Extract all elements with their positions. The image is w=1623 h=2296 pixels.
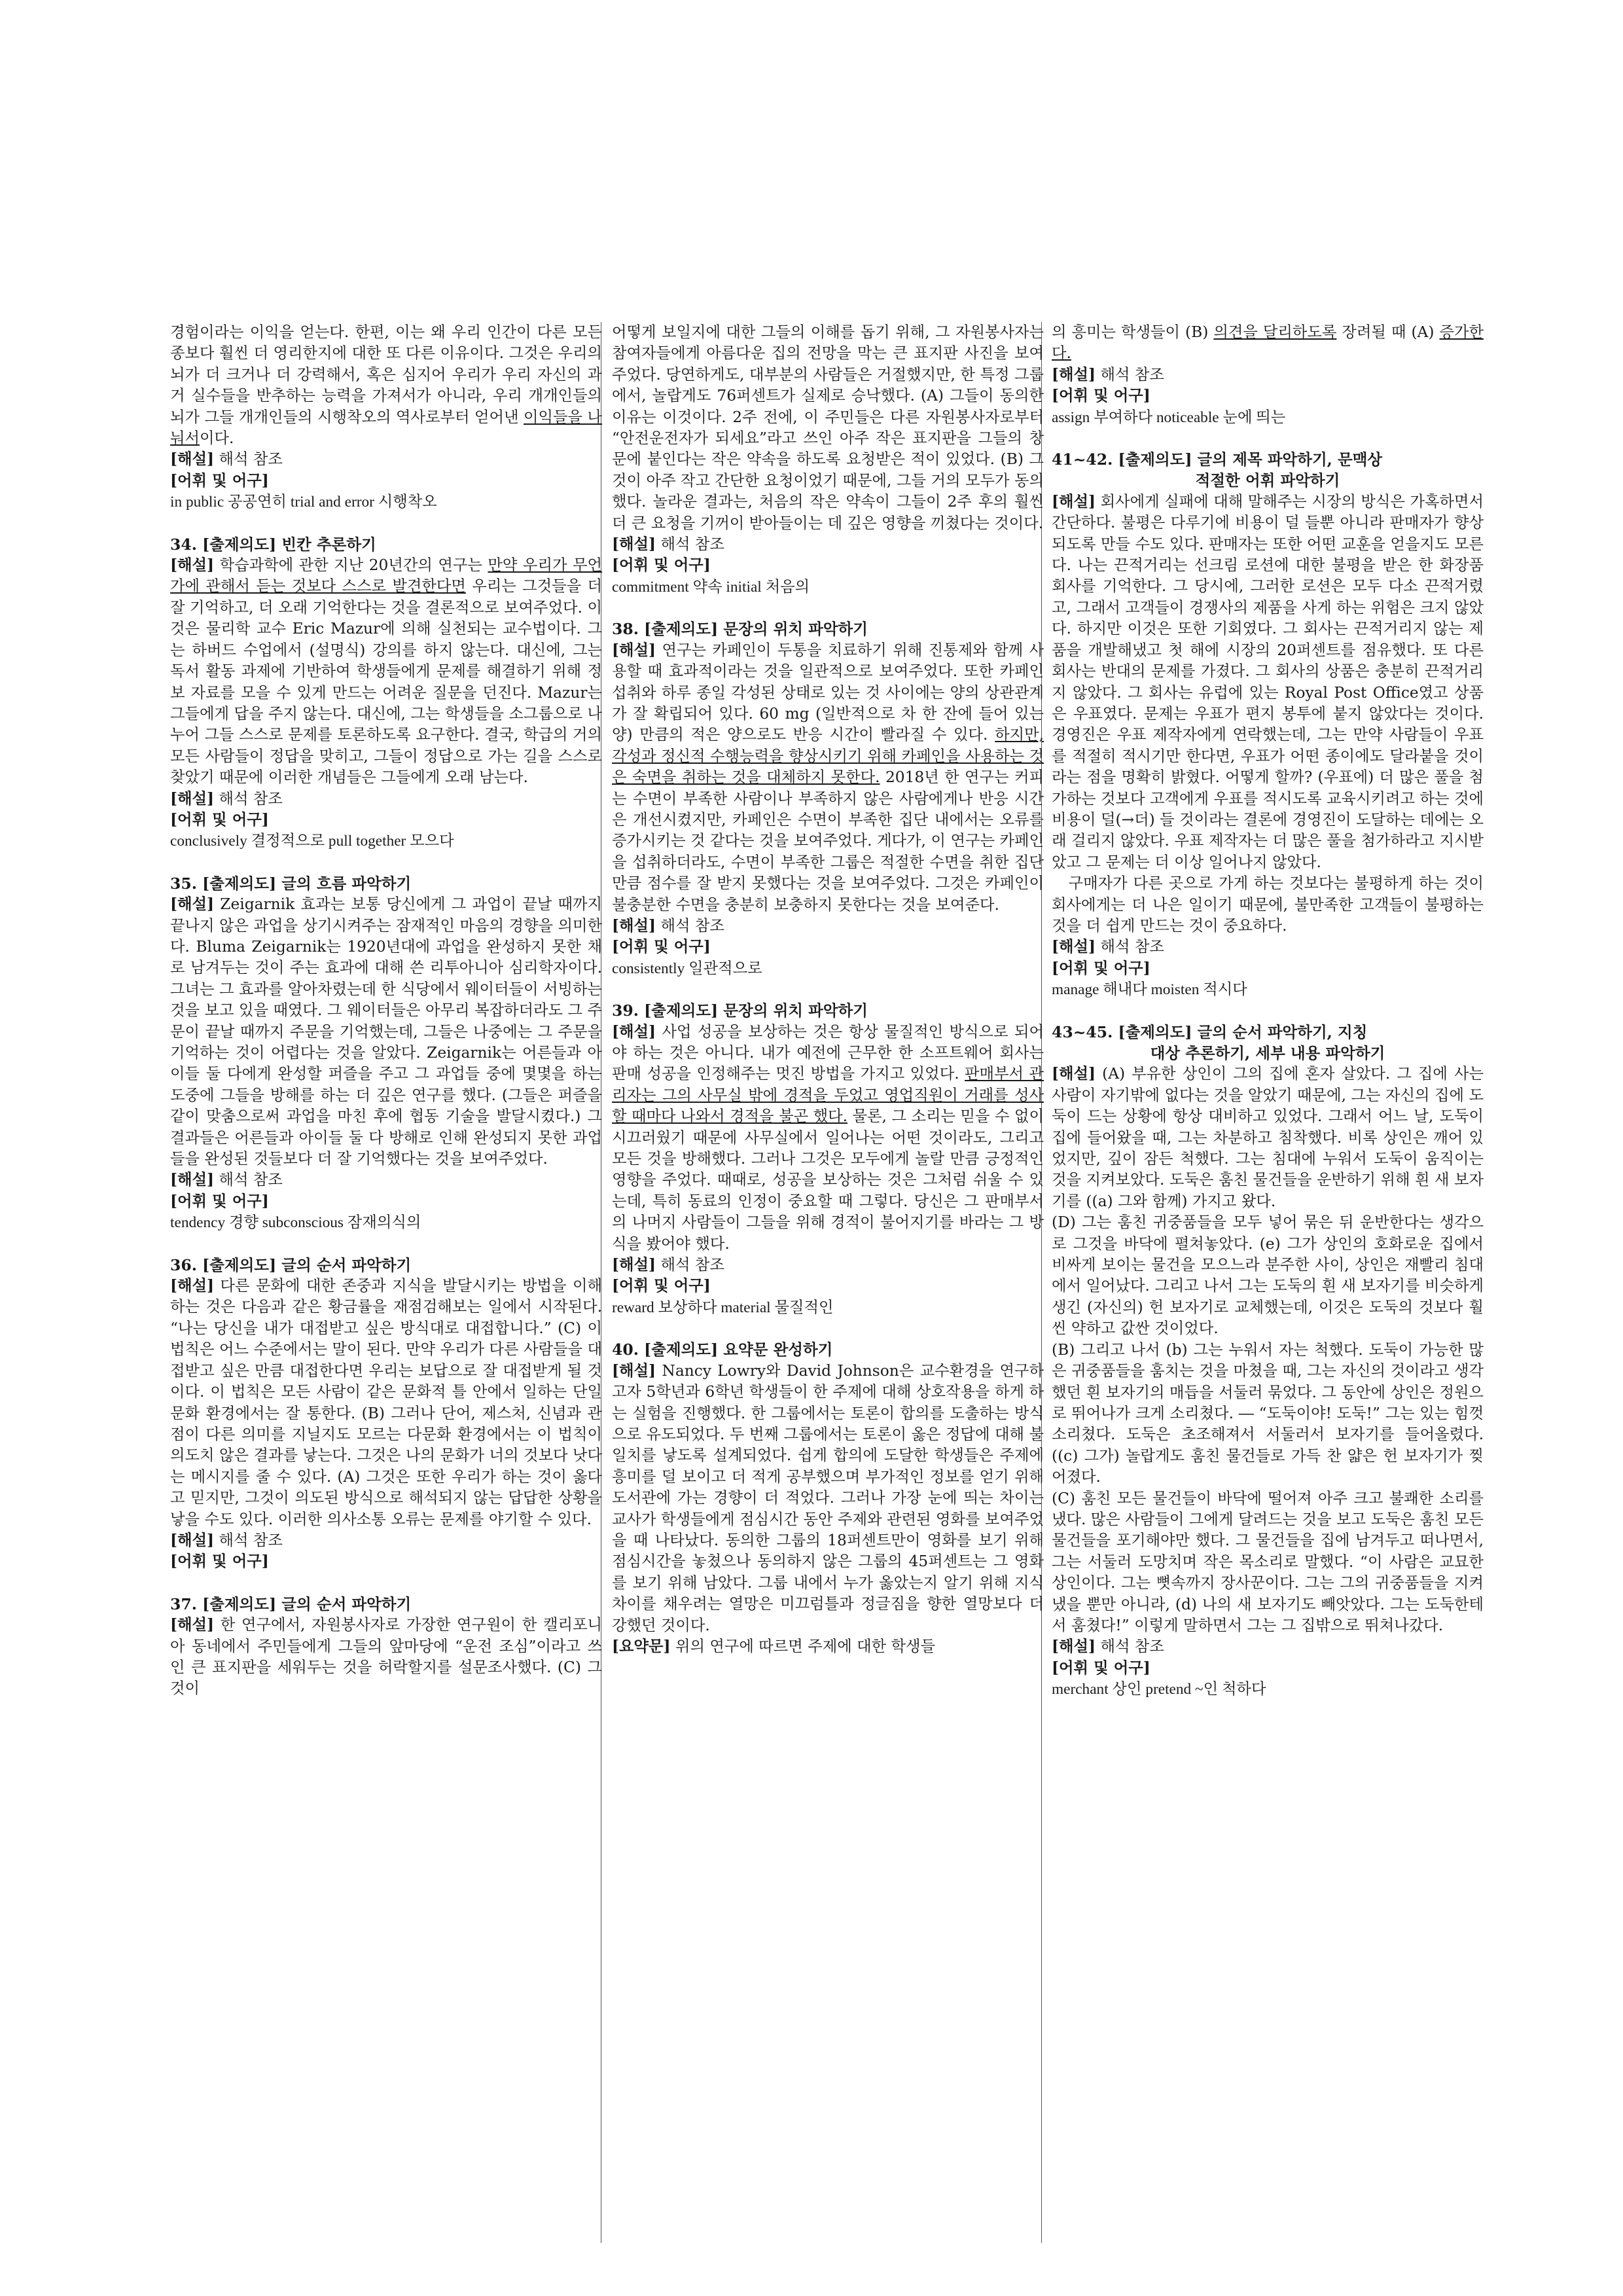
- question-heading: 36. [출제의도] 글의 순서 파악하기: [170, 1255, 412, 1274]
- vocab-label: [어휘 및 어구]: [1052, 959, 1150, 977]
- explain-text: 해석 참조: [1096, 1638, 1164, 1656]
- column-left: [170, 322, 602, 2220]
- vocab-list: in public 공공연히 trial and error 시행착오: [170, 493, 437, 511]
- explain-label: [해설]: [1052, 1065, 1096, 1083]
- summary-label: [요약문]: [612, 1637, 671, 1655]
- summary-text: 위의 연구에 따르면 주제에 대한 학생들: [670, 1637, 936, 1655]
- passage-text: 회사에게 실패에 대해 말해주는 시장의 방식은 가혹하면서 간단하다. 불평은 다루기에 비용이 덜 들뿐 아니라 판매자가 향상되도록 만들 수도 있다. 판매자는 또한 어떤 교훈을 얻을지도 모른다. 나는 끈적거리는 선크림 로션에 대한 불평을 받은 한 화장품 회사를 기억한다. 그 당시에, 그러한 로션은 모두 다소 끈적거렸고, 그래서 고객들이 경쟁사의 제품을 사게 하는 위험은 크지 않았다. 하지만 이것은 또한 기회였다. 그 회사는 끈적거리지 않는 제품을 개발해냈고 첫 해에 시장의 20퍼센트를 점유했다. 또 다른 회사는 반대의 문제를 가졌다. 그 회사의 상품은 충분히 끈적거리지 않았다. 그 회사는 유럽에 있는 Royal Post Office였고 상품은 우표였다. 문제는 우표가 편지 봉투에 붙지 않았다는 것이다. 경영진은 우표 제작자에게 연락했는데, 그는 만약 사람들이 우표를 적절히 적시기만 한다면, 우표가 어떤 종이에도 달라붙을 것이라는 점을 명확히 밝혔다. 어떻게 할까? (우표에) 더 많은 풀을 첨가하는 것보다 고객에게 우표를 적시도록 교육시키려고 하는 것에 비용이 덜(→더) 들 것이라는 결론에 경영진이 도달하는 데에는 오래 걸리지 않았다. 우표 제작자는 더 많은 풀을 첨가하라고 지시받았고 그 문제는 더 이상 일어나지 않았다.: [1052, 492, 1484, 871]
- answer-underline: 하지만, 각성과 정신적 수행능력을 향상시키기 위해 카페인을 사용하는 것은 숙면을 취하는 것을 대체하지 못한다.: [612, 726, 1044, 787]
- passage-text: (C) 훔친 모든 물건들이 바닥에 떨어져 아주 크고 불쾌한 소리를 냈다. 많은 사람들이 그에게 달려드는 것을 보고 도둑은 훔친 모든 물건들을 포기해야만 했다. 그 물건들을 집에 남겨두고 떠나면서, 그는 서둘러 도망치며 작은 목소리로 말했다. “이 사람은 교묘한 상인이다. 그는 뼛속까지 장사꾼이다. 그는 그의 귀중품들을 지켜냈을 뿐만 아니라, (d) 나의 새 보자기도 빼앗았다. 그는 도둑한테서 훔쳤다!” 이렇게 말하면서 그는 그 집밖으로 뛰쳐나갔다.: [1052, 1489, 1484, 1634]
- question-heading: 39. [출제의도] 문장의 위치 파악하기: [612, 1001, 868, 1020]
- passage-text: 다른 문화에 대한 존중과 지식을 발달시키는 방법을 이해하는 것은 다음과 같은 황금률을 재점검해보는 일에서 시작된다. “나는 당신을 내가 대접받고 싶은 방식대로 대접합니다.” (C) 이 법칙은 어느 수준에서는 말이 된다. 만약 우리가 다른 사람들을 대접받고 싶은 만큼 대접한다면 우리는 보답으로 잘 대접받게 될 것이다. 이 법칙은 모든 사람이 같은 문화적 틀 안에서 일하는 단일 문화 환경에서는 잘 통한다. (B) 그러나 단어, 제스처, 신념과 관점이 다른 의미를 지닐지도 모르는 다문화 환경에서는 이 법칙이 의도치 않은 결과를 낳는다. 그것은 나의 문화가 너의 것보다 낫다는 메시지를 줄 수 있다. (A) 그것은 또한 우리가 하는 것이 옳다고 믿지만, 그것이 의도된 방식으로 해석되지 않는 답답한 상황을 낳을 수도 있다. 이러한 의사소통 오류는 문제를 야기할 수 있다.: [170, 1277, 602, 1528]
- vocab-list: tendency 경향 subconscious 잠재의식의: [170, 1214, 421, 1232]
- explain-label: [해설]: [170, 895, 215, 914]
- continued-passage-33: [170, 322, 602, 513]
- question-39: [612, 1000, 1044, 1318]
- explain-label: [해설]: [612, 535, 656, 554]
- passage-text: 우리는 그것들을 더 잘 기억하고, 더 오래 기억한다는 것을 결론적으로 보여주었다. 이것은 물리학 교수 Eric Mazur에 의해 실천되는 교수법이다. 그는 하버드 수업에서 (설명식) 강의를 하지 않는다. 대신에, 그는 독서 활동 과제에 기반하여 학생들에게 문제를 해결하기 위해 정보 자료를 모을 수 있게 만드는 어려운 질문을 던진다. Mazur는 그들에게 답을 주지 않는다. 대신에, 그는 학생들을 소그룹으로 나누어 그들 스스로 문제를 토론하도록 요구한다. 결국, 학급의 거의 모든 사람들이 정답을 맞히고, 그들이 정답으로 가는 길을 스스로 찾았기 때문에 이러한 개념들은 그들에게 오래 남는다.: [170, 577, 602, 787]
- question-43-45: [1052, 1022, 1484, 1700]
- vocab-label: [어휘 및 어구]: [612, 556, 711, 575]
- vocab-list: consistently 일관적으로: [612, 960, 762, 977]
- question-heading: 대상 추론하기, 세부 내용 파악하기: [1150, 1044, 1385, 1062]
- vocab-list: reward 보상하다 material 물질적인: [612, 1299, 834, 1316]
- passage-text: (D) 그는 훔친 귀중품들을 모두 넣어 묶은 뒤 운반한다는 생각으로 그것을 바닥에 펼쳐놓았다. (e) 그가 상인의 호화로운 집에서 비싸게 보이는 물건을 모으느라 분주한 사이, 상인은 재빨리 침대에서 일어났다. 그리고 나서 그는 도둑의 흰 새 보자기를 비슷하게 생긴 (자신의) 헌 보자기로 교체했는데, 이것은 도둑의 것보다 훨씬 약하고 값싼 것이었다.: [1052, 1213, 1484, 1338]
- passage-text: 어떻게 보일지에 대한 그들의 이해를 돕기 위해, 그 자원봉사자는 참여자들에게 아름다운 집의 전망을 막는 큰 표지판 사진을 보여주었다. 당연하게도, 대부분의 사람들은 거절했지만, 한 특정 그룹에서, 놀랍게도 76퍼센트가 실제로 승낙했다. (A) 그들이 동의한 이유는 이것이다. 2주 전에, 이 주민들은 다른 자원봉사자로부터 “안전운전자가 되세요”라고 쓰인 아주 작은 표지판을 그들의 창문에 붙인다는 작은 약속을 하도록 요청받은 적이 있었다. (B) 그것이 아주 작고 간단한 요청이었기 때문에, 그들 거의 모두가 동의했다. 놀라운 결과는, 처음의 작은 약속이 그들이 2주 후의 훨씬 더 큰 요청을 기꺼이 받아들이는 데 깊은 영향을 끼쳤다는 것이다.: [612, 323, 1044, 532]
- continued-summary-40: [1052, 322, 1484, 428]
- question-heading: 37. [출제의도] 글의 순서 파악하기: [170, 1594, 412, 1613]
- explain-text: 해석 참조: [214, 450, 283, 469]
- vocab-label: [어휘 및 어구]: [612, 938, 711, 956]
- passage-text: 물론, 그 소리는 믿을 수 없이 시끄러웠기 때문에 사무실에서 일어나는 어떤 것이라도, 그리고 모든 것을 방해했다. 그러나 그것은 모두에게 놀랄 만큼 긍정적인 영향을 주었다. 때때로, 성공을 보상하는 것은 그처럼 쉬울 수 있는데, 특히 동료의 인정이 중요할 때 그렇다. 당신은 그 판매부서의 나머지 사람들이 그들을 위해 경적이 불어지기를 바라는 그 방식을 봤어야 했다.: [612, 1107, 1044, 1253]
- question-34: [170, 534, 602, 852]
- passage-text: 구매자가 다른 곳으로 가게 하는 것보다는 불평하게 하는 것이 회사에게는 더 나은 일이기 때문에, 불만족한 고객들이 불평하는 것을 더 쉽게 만드는 것이 중요하다.: [1052, 874, 1484, 935]
- explain-label: [해설]: [612, 1361, 656, 1380]
- question-35: [170, 873, 602, 1234]
- explain-label: [해설]: [612, 1256, 656, 1274]
- explain-label: [해설]: [612, 641, 656, 659]
- column-right: [1052, 322, 1484, 2220]
- vocab-label: [어휘 및 어구]: [1052, 1659, 1150, 1677]
- question-40: [612, 1339, 1044, 1657]
- answer-underline: 만약 우리가 무언가에 관해서 듣는 것보다 스스로 발견한다면: [170, 556, 602, 596]
- question-41-42: [1052, 449, 1484, 1001]
- question-heading: 40. [출제의도] 요약문 완성하기: [612, 1340, 833, 1359]
- passage-text: Nancy Lowry와 David Johnson은 교수환경을 연구하고자 5학년과 6학년 학생들이 한 주제에 대해 상호작용을 하게 하는 실험을 진행했다. 한 그룹에서는 토론이 합의를 도출하는 방식으로 유도되었다. 두 번째 그룹에서는 토론이 옳은 정답에 대해 불일치를 낳도록 설계되었다. 쉽게 합의에 도달한 학생들은 주제에 흥미를 덜 보이고 더 적게 공부했으며 부가적인 정보를 얻기 위해 도서관에 가는 경향이 더 적었다. 그러나 가장 눈에 띄는 차이는 교사가 학생들에게 점심시간 동안 주제와 관련된 영화를 보여주었을 때 나타났다. 동의한 그룹의 18퍼센트만이 영화를 보기 위해 점심시간을 놓쳤으나 동의하지 않은 그룹의 45퍼센트는 그 영화를 보기 위해 남았다. 그룹 내에서 누가 옳았는지 알기 위해 지식 차이를 채우려는 열망은 미끄럼틀과 정글짐을 향한 열망보다 더 강했던 것이다.: [612, 1361, 1044, 1634]
- vocab-label: [어휘 및 어구]: [612, 1277, 711, 1295]
- explain-text: 해석 참조: [656, 1256, 724, 1274]
- explain-text: 해석 참조: [656, 535, 724, 554]
- passage-text: (B) 그리고 나서 (b) 그는 누워서 자는 척했다. 도둑이 가능한 많은 귀중품들을 훔치는 것을 마쳤을 때, 그는 자신의 것이라고 생각했던 흰 보자기의 매듭을 서둘러 묶었다. 그 동안에 상인은 정원으로 뛰어나가 크게 소리쳤다. ― “도둑이야! 도둑!” 그는 있는 힘껏 소리쳤다. 도둑은 초조해져서 서둘러서 보자기를 들어올렸다. ((c) 그가) 놀랍게도 훔친 물건들로 가득 찬 얇은 헌 보자기가 찢어졌다.: [1052, 1340, 1484, 1486]
- vocab-label: [어휘 및 어구]: [1052, 387, 1150, 405]
- explain-text: 해석 참조: [656, 916, 724, 935]
- explain-label: [해설]: [170, 556, 215, 575]
- passage-text: 경험이라는 이익을 얻는다. 한편, 이는 왜 우리 인간이 다른 모든 종보다 훨씬 더 영리한지에 대한 또 다른 이유이다. 그것은 우리의 뇌가 더 크거나 더 강력해서, 혹은 심지어 우리가 우리 자신의 과거 실수들을 반추하는 능력을 가져서가 아니라, 우리 개개인들의 뇌가 그들 개개인들의 시행착오의 역사로부터 얻어낸: [170, 323, 602, 426]
- vocab-list: conclusively 결정적으로 pull together 모으다: [170, 833, 454, 850]
- explain-label: [해설]: [612, 1022, 656, 1041]
- explain-text: 해석 참조: [214, 1531, 283, 1549]
- passage-text: Zeigarnik 효과는 보통 당신에게 그 과업이 끝날 때까지 끝나지 않은 과업을 상기시켜주는 잠재적인 마음의 경향을 의미한다. Bluma Zeigarnik는 1920년대에 과업을 완성하지 못한 채로 남겨두는 것이 주는 효과에 대해 쓴 리투아니아 심리학자이다. 그녀는 그 효과를 알아차렸는데 한 식당에서 웨이터들이 서빙하는 것을 보고 있을 때였다. 그 웨이터들은 아무리 복잡하더라도 그 주문이 끝날 때까지 주문을 기억했는데, 그들은 나중에는 그 주문을 기억하는 것이 어렵다는 것을 알았다. Zeigarnik는 어른들과 아이들 둘 다에게 완성할 퍼즐을 주고 그 과업들 중에 몇몇을 하는 도중에 그들을 방해를 하는 더 깊은 연구를 했다. (그들은 퍼즐을 같이 맞춤으로써 과업을 마친 후에 협동 기술을 발달시켰다.) 그 결과들은 어른들과 아이들 둘 다 방해로 인해 완성되지 못한 과업들을 완성된 것들보다 더 잘 기억했다는 것을 보여주었다.: [170, 895, 602, 1168]
- passage-text: 2018년 한 연구는 커피는 수면이 부족한 사람이나 부족하지 않은 사람에게나 반응 시간은 개선시켰지만, 카페인은 수면이 부족한 집단 내에서는 오류를 증가시키는 것 같다는 것을 보여주었다. 게다가, 이 연구는 카페인을 섭취하더라도, 수면이 부족한 그룹은 적절한 수면을 취한 집단만큼 점수를 잘 받지 못했다는 것을 보여주었다. 그것은 카페인이 불충분한 수면을 충분히 보충하지 못한다는 것을 보여준다.: [612, 768, 1044, 914]
- question-36: [170, 1255, 602, 1573]
- question-heading: 38. [출제의도] 문장의 위치 파악하기: [612, 620, 868, 639]
- column-middle: [612, 322, 1044, 2220]
- continued-passage-37: [612, 322, 1044, 598]
- explain-label: [해설]: [170, 1616, 215, 1634]
- vocab-label: [어휘 및 어구]: [170, 471, 269, 490]
- answer-underline: 판매부서 관리자는 그의 사무실 밖에 경적을 두었고 영업직원이 거래를 성사할 때마다 나와서 경적을 불곤 했다.: [612, 1065, 1044, 1126]
- answer-underline: 증가한다.: [1052, 323, 1484, 363]
- summary-text: 장려될 때 (A): [1336, 323, 1440, 341]
- explain-label: [해설]: [1052, 365, 1096, 384]
- vocab-list: assign 부여하다 noticeable 눈에 띄는: [1052, 408, 1286, 426]
- answer-underline: 의견을 달리하도록: [1213, 323, 1337, 341]
- question-37: [170, 1594, 602, 1700]
- passage-text: 학습과학에 관한 지난 20년간의 연구는: [214, 556, 488, 575]
- explain-text: 해석 참조: [1096, 938, 1164, 956]
- question-heading: 41~42. [출제의도] 글의 제목 파악하기, 문맥상: [1052, 450, 1383, 469]
- vocab-label: [어휘 및 어구]: [170, 1192, 269, 1210]
- passage-text: 한 연구에서, 자원봉사자로 가장한 연구원이 한 캘리포니아 동네에서 주민들에게 그들의 앞마당에 “운전 조심”이라고 쓰인 큰 표지판을 세워두는 것을 허락할지를 설문조사했다. (C) 그것이: [170, 1616, 602, 1698]
- passage-text: 사업 성공을 보상하는 것은 항상 물질적인 방식으로 되어야 하는 것은 아니다. 내가 예전에 근무한 한 소프트웨어 회사는 판매 성공을 인정해주는 멋진 방법을 가지고 있었다.: [612, 1022, 1044, 1083]
- explain-label: [해설]: [1052, 1638, 1096, 1656]
- explain-label: [해설]: [612, 916, 656, 935]
- question-heading: 43~45. [출제의도] 글의 순서 파악하기, 지칭: [1052, 1022, 1368, 1041]
- question-heading: 34. [출제의도] 빈칸 추론하기: [170, 535, 376, 554]
- explain-label: [해설]: [170, 1171, 215, 1189]
- vocab-list: manage 해내다 moisten 적시다: [1052, 981, 1247, 999]
- explain-label: [해설]: [170, 789, 215, 808]
- explain-label: [해설]: [1052, 492, 1096, 511]
- vocab-list: commitment 약속 initial 처음의: [612, 578, 810, 596]
- answer-underline: 이익들을 나눠서: [170, 408, 602, 448]
- explain-text: 해석 참조: [214, 1171, 283, 1189]
- question-38: [612, 619, 1044, 979]
- passage-text: 이다.: [200, 429, 234, 448]
- explain-text: 해석 참조: [1096, 365, 1164, 384]
- vocab-label: [어휘 및 어구]: [170, 1552, 269, 1571]
- explain-label: [해설]: [1052, 938, 1096, 956]
- explain-label: [해설]: [170, 450, 215, 469]
- explain-label: [해설]: [170, 1277, 215, 1295]
- vocab-list: merchant 상인 pretend ~인 척하다: [1052, 1681, 1266, 1698]
- passage-text: 연구는 카페인이 두통을 치료하기 위해 진통제와 함께 사용할 때 효과적이라는 것을 일관적으로 보여주었다. 또한 카페인 섭취와 하루 종일 각성된 상태로 있는 것 사이에는 양의 상관관계가 잘 확립되어 있다. 60 mg (일반적으로 차 한 잔에 들어 있는 양) 만큼의 적은 양으로도 반응 시간이 빨라질 수 있다.: [612, 641, 1044, 744]
- question-heading: 적절한 어휘 파악하기: [1195, 471, 1340, 490]
- vocab-label: [어휘 및 어구]: [170, 810, 269, 829]
- summary-text: 의 흥미는 학생들이 (B): [1052, 323, 1214, 341]
- explain-label: [해설]: [170, 1531, 215, 1549]
- explain-text: 해석 참조: [214, 789, 283, 808]
- question-heading: 35. [출제의도] 글의 흐름 파악하기: [170, 874, 412, 893]
- passage-text: (A) 부유한 상인이 그의 집에 혼자 살았다. 그 집에 사는 사람이 자기밖에 없다는 것을 알았기 때문에, 그는 자신의 집에 도둑이 드는 상황에 항상 대비하고 있었다. 그래서 어느 날, 도둑이 집에 들어왔을 때, 그는 차분하고 침착했다. 비록 상인은 깨어 있었지만, 깊이 잠든 척했다. 그는 침대에 누워서 도둑이 움직이는 것을 지켜보았다. 도둑은 훔친 물건들을 운반하기 위해 흰 새 보자기를 ((a) 그와 함께) 가지고 왔다.: [1052, 1065, 1484, 1210]
